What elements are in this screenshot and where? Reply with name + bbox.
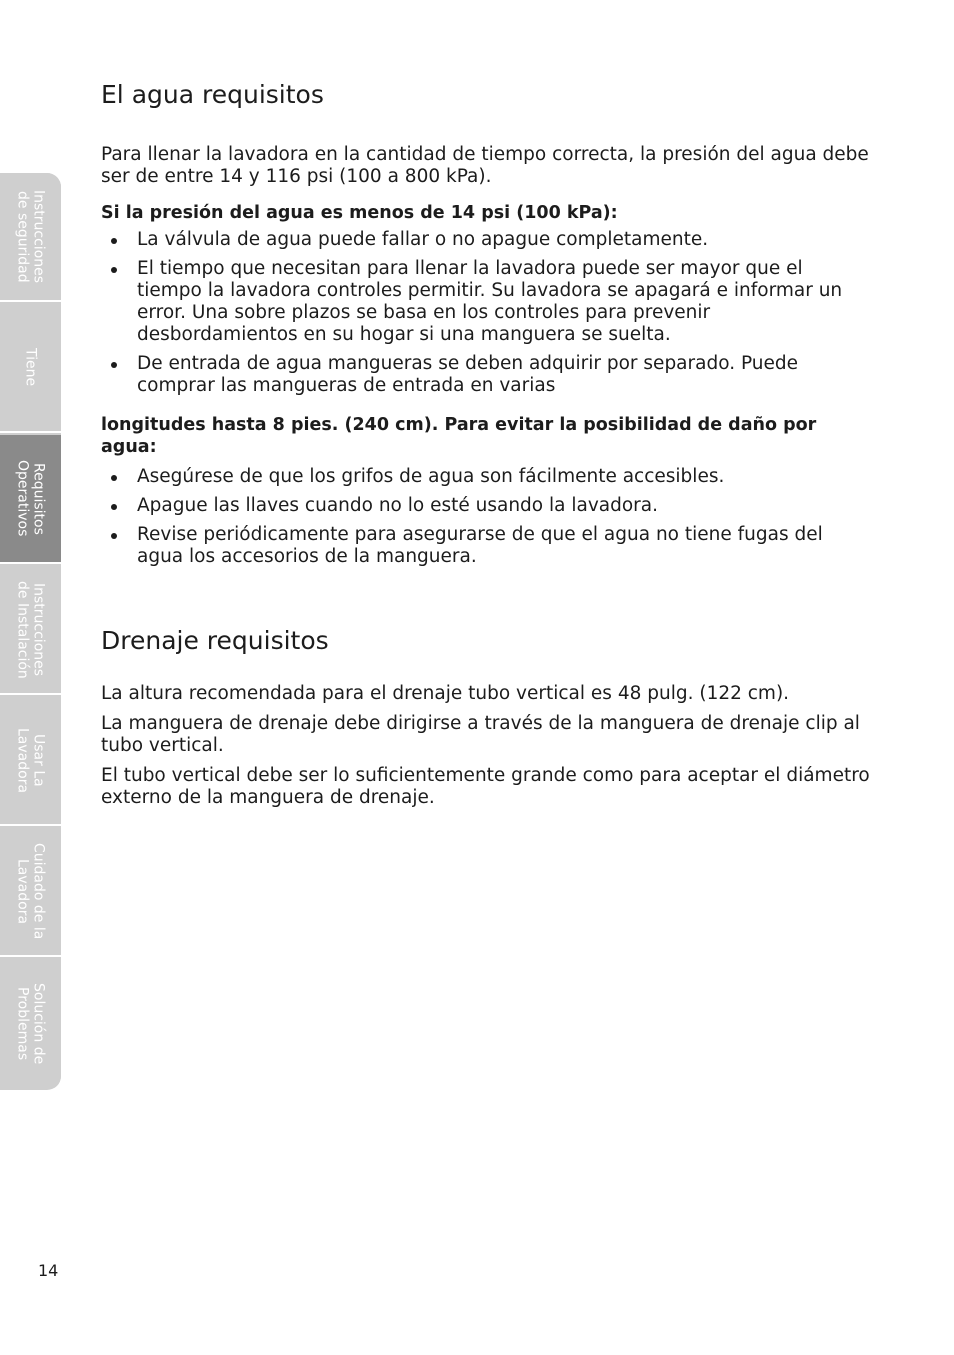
low-pressure-title: Si la presión del agua es menos de 14 psi (100 kPa):: [101, 203, 618, 223]
drain-paragraph: El tubo vertical debe ser lo suficientemente grande como para aceptar el diámetro externo de la manguera de drenaje.: [101, 765, 870, 808]
tab-instrucciones-de-instalacion[interactable]: [0, 566, 61, 695]
hoses-title: longitudes hasta 8 pies. (240 cm). Para evitar la posibilidad de daño por agua:: [101, 415, 817, 457]
tab-label: Tiene: [22, 348, 39, 387]
low-pressure-list: [101, 229, 871, 397]
drain-block: [101, 683, 871, 809]
tab-label: Solución de Problemas: [14, 982, 47, 1065]
tab-solucion-de-problemas[interactable]: [0, 959, 61, 1088]
hoses-block: [101, 414, 871, 575]
section-heading-water: El agua requisitos: [101, 80, 324, 109]
drain-paragraph: La manguera de drenaje debe dirigirse a través de la manguera de drenaje clip al tubo vertical.: [101, 713, 860, 756]
section-heading-drain: Drenaje requisitos: [101, 626, 329, 655]
tab-label: Instrucciones de Instalación: [14, 580, 47, 679]
tab-tiene[interactable]: [0, 304, 61, 433]
water-intro: Para llenar la lavadora en la cantidad de tiempo correcta, la presión del agua debe ser de entre 14 y 116 psi (100 a 800 kPa).: [101, 144, 869, 187]
list-item: Apague las llaves cuando no lo esté usando la lavadora.: [101, 495, 871, 517]
water-intro-block: [101, 144, 871, 188]
list-item: El tiempo que necesitan para llenar la lavadora puede ser mayor que el tiempo la lavadora controles permitir. Su lavadora se apagará e informar un error. Una sobre plazos se basa en los controles para prevenir desbordamientos en su hogar si una manguera se suelta.: [101, 258, 871, 346]
section-tabs: [0, 173, 61, 1090]
list-item: La válvula de agua puede fallar o no apague completamente.: [101, 229, 871, 251]
tab-requisitos-operativos[interactable]: [0, 435, 61, 564]
list-item: Asegúrese de que los grifos de agua son fácilmente accesibles.: [101, 466, 871, 488]
list-item: Revise periódicamente para asegurarse de que el agua no tiene fugas del agua los accesorios de la manguera.: [101, 524, 871, 568]
tab-label: Usar La Lavadora: [14, 727, 47, 794]
low-pressure-block: [101, 202, 871, 404]
tab-cuidado-de-la-lavadora[interactable]: [0, 828, 61, 957]
tab-label: Instrucciones de seguridad: [14, 189, 47, 284]
tab-label: Requisitos Operativos: [14, 460, 47, 537]
tab-instrucciones-de-seguridad[interactable]: [0, 173, 61, 302]
list-item: De entrada de agua mangueras se deben adquirir por separado. Puede comprar las mangueras de entrada en varias: [101, 353, 871, 397]
page-number: 14: [38, 1261, 59, 1280]
drain-paragraph: La altura recomendada para el drenaje tubo vertical es 48 pulg. (122 cm).: [101, 683, 790, 704]
hoses-list: [101, 466, 871, 568]
tab-usar-la-lavadora[interactable]: [0, 697, 61, 826]
tab-label: Cuidado de la Lavadora: [14, 843, 47, 940]
